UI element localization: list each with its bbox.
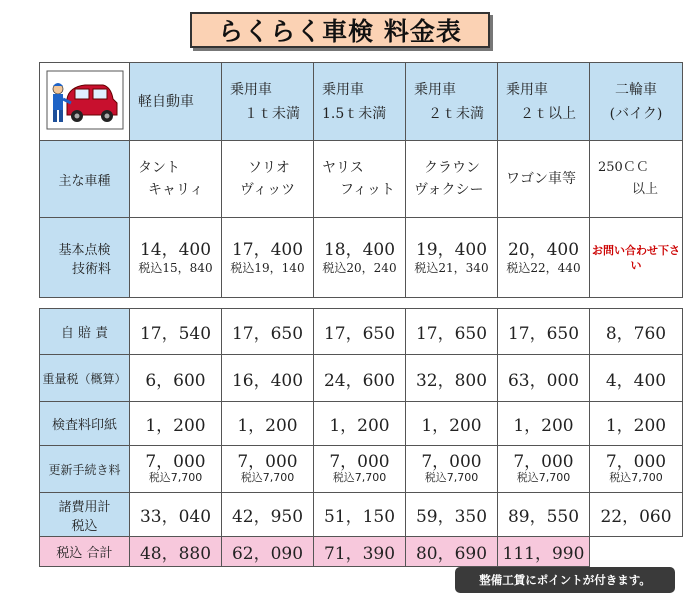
weight-tax-motorcycle: 4，400 (590, 355, 683, 402)
car-mechanic-icon (45, 69, 125, 131)
total-under-1t: 62，090 (222, 537, 314, 567)
col-header-kei: 軽自動車 (130, 63, 222, 141)
stamp-over-2t: 1，200 (498, 402, 590, 446)
models-kei: タント キャリィ (130, 141, 222, 218)
col-header-under-1t: 乗用車 １ｔ未満 (222, 63, 314, 141)
total-under-2t: 80，690 (406, 537, 498, 567)
fees-under-1t: 42，950 (222, 493, 314, 537)
row-label-stamp: 検査料印紙 (40, 402, 130, 446)
models-motorcycle: 250ＣＣ 以上 (590, 141, 683, 218)
renewal-under-1t: 7，000 税込7,700 (222, 446, 314, 493)
basic-under-1t: 17，400 税込19，140 (222, 218, 314, 298)
jibaiseki-motorcycle: 8，760 (590, 309, 683, 355)
total-motorcycle-empty (590, 537, 683, 567)
total-under-1-5t: 71，390 (314, 537, 406, 567)
fees-kei: 33，040 (130, 493, 222, 537)
col-header-motorcycle: 二輪車 (バイク) (590, 63, 683, 141)
basic-under-1-5t: 18，400 税込20，240 (314, 218, 406, 298)
stamp-under-1t: 1，200 (222, 402, 314, 446)
row-label-fees: 諸費用計 税込 (40, 493, 130, 537)
col-header-under-1-5t: 乗用車 1.5ｔ未満 (314, 63, 406, 141)
stamp-under-1-5t: 1，200 (314, 402, 406, 446)
lower-price-table (39, 308, 683, 567)
renewal-motorcycle: 7，000 税込7,700 (590, 446, 683, 493)
upper-price-table (39, 62, 683, 298)
jibaiseki-under-1t: 17，650 (222, 309, 314, 355)
points-note-badge: 整備工賃にポイントが付きます。 (455, 567, 675, 593)
basic-motorcycle-inquiry: お問い合わせ下さい (590, 218, 683, 298)
basic-under-2t: 19，400 税込21，340 (406, 218, 498, 298)
row-label-total: 税込 合計 (40, 537, 130, 567)
stamp-under-2t: 1，200 (406, 402, 498, 446)
page-title: らくらく車検 料金表 (190, 12, 490, 48)
renewal-under-2t: 7，000 税込7,700 (406, 446, 498, 493)
col-header-over-2t: 乗用車 ２ｔ以上 (498, 63, 590, 141)
row-label-models: 主な車種 (40, 141, 130, 218)
renewal-over-2t: 7，000 税込7,700 (498, 446, 590, 493)
car-logo-cell (40, 63, 130, 141)
row-label-basic-inspection: 基本点検 技術料 (40, 218, 130, 298)
weight-tax-over-2t: 63，000 (498, 355, 590, 402)
renewal-kei: 7，000 税込7,700 (130, 446, 222, 493)
models-under-1-5t: ヤリス フィット (314, 141, 406, 218)
models-under-1t: ソリオ ヴィッツ (222, 141, 314, 218)
weight-tax-under-1t: 16，400 (222, 355, 314, 402)
weight-tax-kei: 6，600 (130, 355, 222, 402)
row-label-renewal: 更新手続き料 (40, 446, 130, 493)
jibaiseki-kei: 17，540 (130, 309, 222, 355)
fees-under-1-5t: 51，150 (314, 493, 406, 537)
weight-tax-under-1-5t: 24，600 (314, 355, 406, 402)
jibaiseki-under-1-5t: 17，650 (314, 309, 406, 355)
col-header-under-2t: 乗用車 ２ｔ未満 (406, 63, 498, 141)
basic-over-2t: 20，400 税込22，440 (498, 218, 590, 298)
total-over-2t: 111，990 (498, 537, 590, 567)
fees-motorcycle: 22，060 (590, 493, 683, 537)
jibaiseki-under-2t: 17，650 (406, 309, 498, 355)
basic-kei: 14，400 税込15，840 (130, 218, 222, 298)
weight-tax-under-2t: 32，800 (406, 355, 498, 402)
stamp-motorcycle: 1，200 (590, 402, 683, 446)
stamp-kei: 1，200 (130, 402, 222, 446)
fees-over-2t: 89，550 (498, 493, 590, 537)
fees-under-2t: 59，350 (406, 493, 498, 537)
jibaiseki-over-2t: 17，650 (498, 309, 590, 355)
models-under-2t: クラウン ヴォクシー (406, 141, 498, 218)
row-label-jibaiseki: 自 賠 責 (40, 309, 130, 355)
models-over-2t: ワゴン車等 (498, 141, 590, 218)
total-kei: 48，880 (130, 537, 222, 567)
renewal-under-1-5t: 7，000 税込7,700 (314, 446, 406, 493)
row-label-weight-tax: 重量税（概算） (40, 355, 130, 402)
